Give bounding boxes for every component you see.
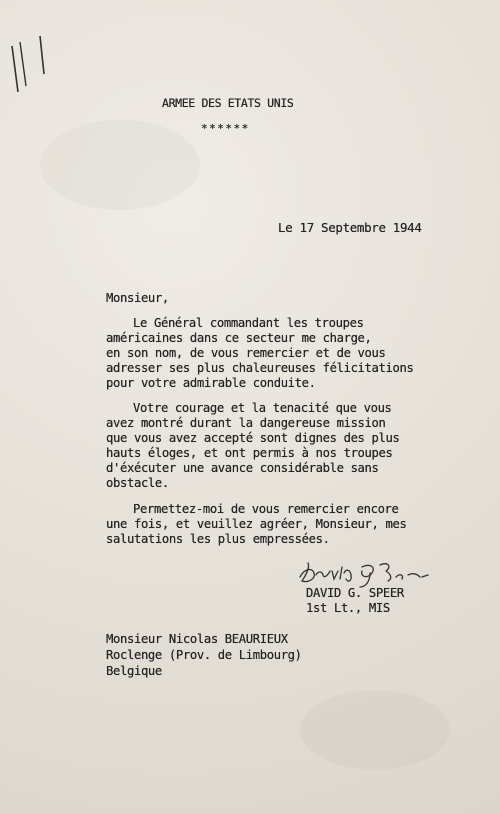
letterhead: ARMEE DES ETATS UNIS	[162, 96, 294, 110]
paragraph1-line: en son nom, de vous remercier et de vous	[106, 346, 386, 360]
letter-date: Le 17 Septembre 1944	[278, 220, 422, 235]
paragraph3-line: une fois, et veuillez agréer, Monsieur, mes	[106, 517, 407, 531]
header-stars: ******	[201, 122, 250, 135]
paragraph1-line: américaines dans ce secteur me charge,	[106, 331, 372, 345]
margin-pencil-marks	[6, 32, 50, 92]
recipient-line: Belgique	[106, 664, 162, 678]
paragraph2-line: obstacle.	[106, 476, 169, 490]
recipient-line: Roclenge (Prov. de Limbourg)	[106, 648, 302, 662]
paragraph3-line: Permettez-moi de vous remercier encore	[133, 502, 399, 516]
signer-title: 1st Lt., MIS	[306, 601, 390, 615]
paragraph2-line: d'éxécuter une avance considérable sans	[106, 461, 379, 475]
paragraph3-line: salutations les plus empressées.	[106, 532, 330, 546]
signer-name: DAVID G. SPEER	[306, 586, 404, 600]
recipient-line: Monsieur Nicolas BEAURIEUX	[106, 632, 288, 646]
paragraph2-line: avez montré durant la dangereuse mission	[106, 416, 386, 430]
handwritten-signature	[296, 557, 431, 589]
paragraph2-line: Votre courage et la tenacité que vous	[133, 401, 392, 415]
salutation: Monsieur,	[106, 291, 169, 305]
paragraph2-line: hauts éloges, et ont permis à nos troupes	[106, 446, 393, 460]
paragraph1-line: adresser ses plus chaleureuses félicitations	[106, 361, 414, 375]
paragraph1-line: Le Général commandant les troupes	[133, 316, 364, 330]
paragraph2-line: que vous avez accepté sont dignes des plus	[106, 431, 400, 445]
paper-smudge	[300, 690, 450, 770]
paper-smudge	[40, 120, 200, 210]
paragraph1-line: pour votre admirable conduite.	[106, 376, 316, 390]
